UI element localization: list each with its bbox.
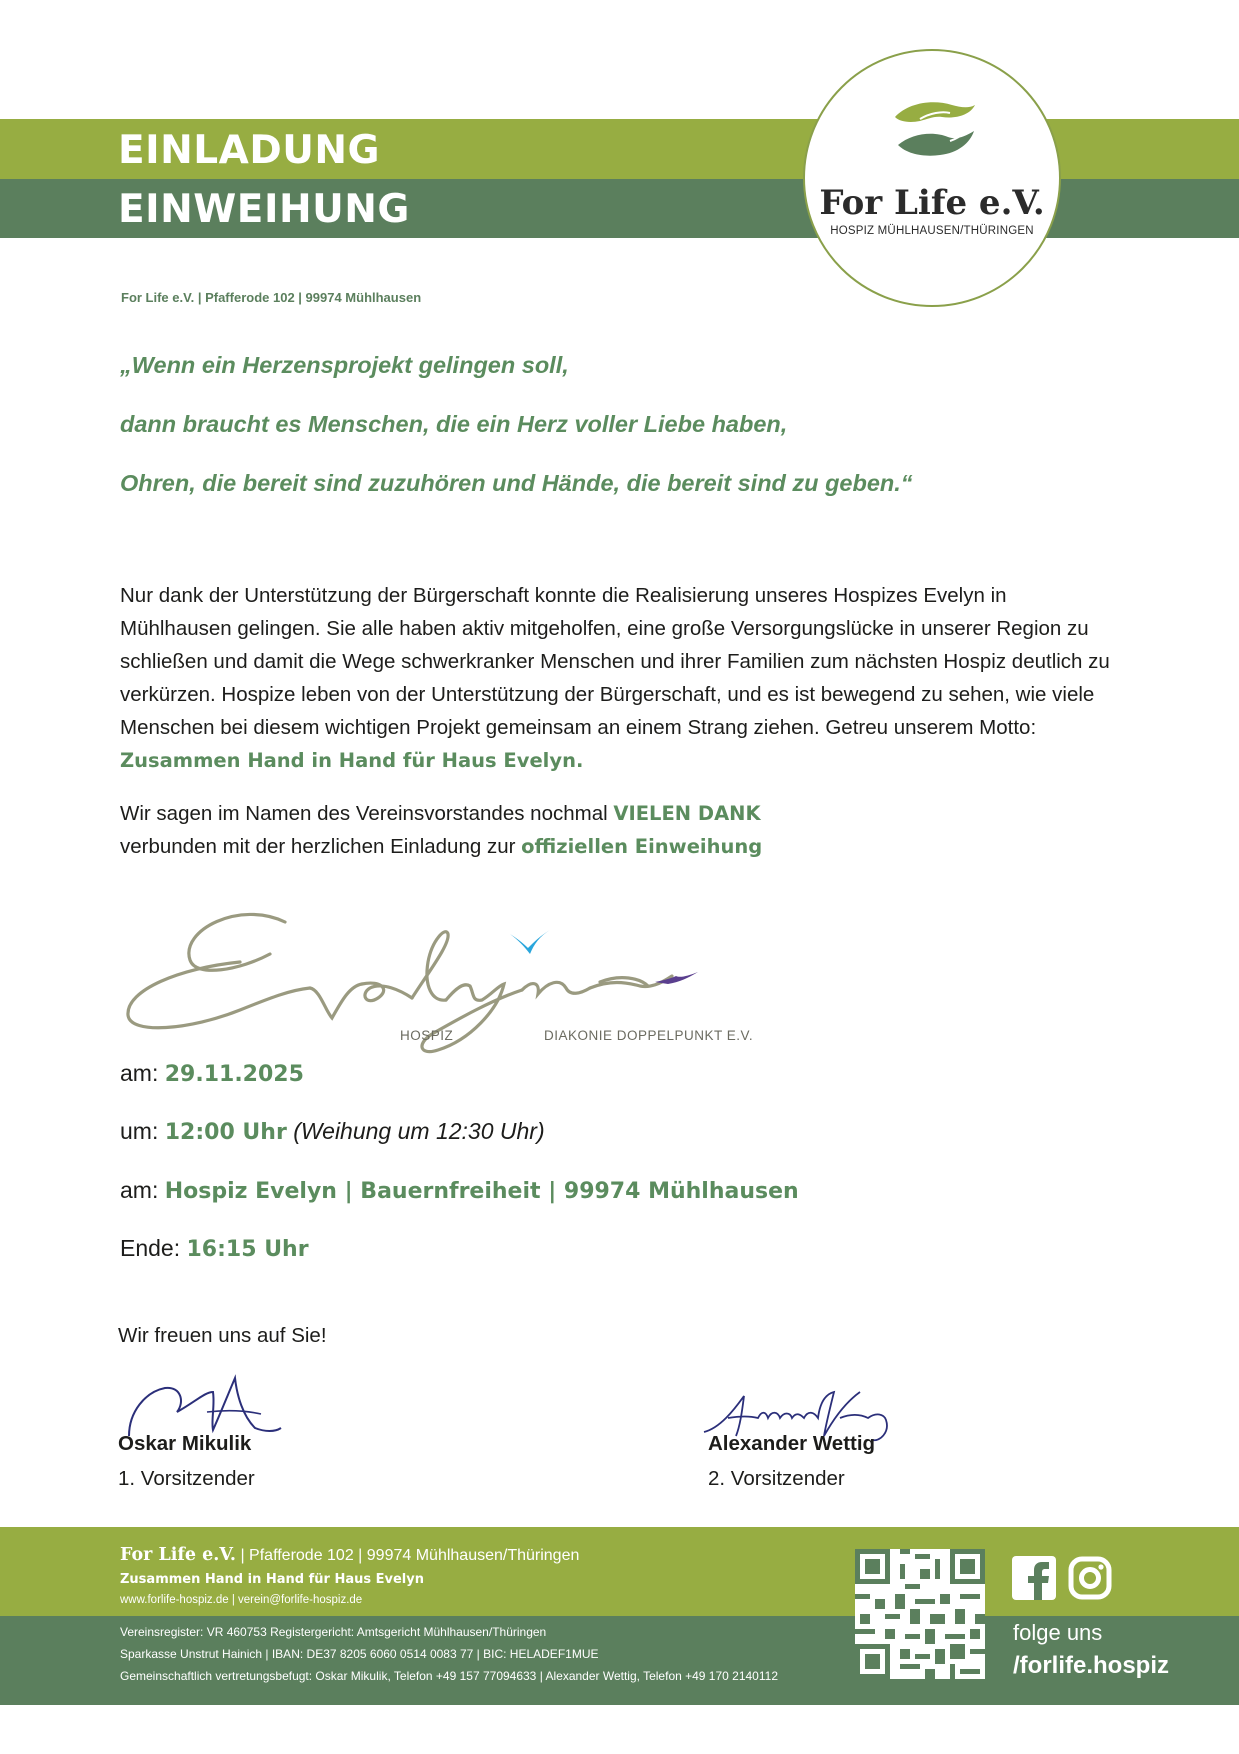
footer-bank: Sparkasse Unstrut Hainich | IBAN: DE37 8205 6060 0514 0083 77 | BIC: HELADEF1MUE — [120, 1647, 599, 1661]
event-time-label: um: — [120, 1118, 165, 1144]
logo-subtitle: HOSPIZ MÜHLHAUSEN/THÜRINGEN — [830, 225, 1034, 237]
follow-us-text: folge uns — [1013, 1620, 1103, 1645]
event-end-value: 16:15 Uhr — [186, 1237, 309, 1262]
signature-role-1: 1. Vorsitzender — [118, 1467, 255, 1490]
facebook-icon[interactable] — [1012, 1556, 1056, 1600]
evelyn-script-logo — [120, 890, 800, 1075]
footer-brand-line — [120, 1545, 579, 1565]
qr-code-icon[interactable] — [855, 1549, 985, 1679]
bird-icon-purple — [655, 972, 698, 984]
event-time-value: 12:00 Uhr — [164, 1120, 287, 1145]
event-place — [120, 1177, 799, 1204]
logo-name: For Life e.V. — [819, 183, 1045, 223]
thanks-paragraph — [120, 797, 762, 863]
bird-icon-blue — [510, 930, 550, 954]
footer-address: | Pfafferode 102 | 99974 Mühlhausen/Thüringen — [236, 1547, 580, 1564]
instagram-icon[interactable] — [1068, 1556, 1112, 1600]
signature-name-1: Oskar Mikulik — [118, 1432, 252, 1455]
body-paragraph — [120, 579, 1120, 777]
footer-register: Vereinsregister: VR 460753 Registergericht: Amtsgericht Mühlhausen/Thüringen — [120, 1625, 547, 1639]
invite-highlight: offiziellen Einweihung — [521, 835, 763, 858]
event-date-value: 29.11.2025 — [164, 1062, 304, 1087]
hands-icon — [890, 95, 980, 161]
footer-representation: Gemeinschaftlich vertretungsbefugt: Oskar Mikulik, Telefon +49 157 77094633 | Alexander Wettig, Telefon +49 170 2140112 — [120, 1669, 778, 1683]
event-date-label: am: — [120, 1060, 165, 1086]
thanks-prefix: Wir sagen im Namen des Vereinsvorstandes nochmal — [120, 802, 614, 825]
motto-highlight: Zusammen Hand in Hand für Haus Evelyn. — [120, 749, 584, 772]
event-place-value: Hospiz Evelyn | Bauernfreiheit | 99974 Mühlhausen — [164, 1179, 799, 1204]
title-inauguration: EINWEIHUNG — [118, 187, 410, 232]
title-invitation: EINLADUNG — [118, 128, 381, 173]
thanks-highlight: VIELEN DANK — [613, 802, 761, 825]
footer-web[interactable]: www.forlife-hospiz.de | verein@forlife-hospiz.de — [120, 1594, 363, 1606]
quote-line-3: Ohren, die bereit sind zuzuhören und Hände, die bereit sind zu geben.“ — [120, 470, 913, 496]
sender-org: For Life e.V. — [121, 290, 195, 305]
social-handle[interactable]: /forlife.hospiz — [1013, 1652, 1169, 1679]
event-place-label: am: — [120, 1177, 165, 1203]
footer-brand: For Life e.V. — [120, 1545, 236, 1565]
event-end-label: Ende: — [120, 1235, 187, 1261]
event-end — [120, 1235, 309, 1262]
quote-line-2: dann braucht es Menschen, die ein Herz voller Liebe haben, — [120, 411, 788, 437]
evelyn-logo — [120, 890, 800, 1075]
event-date — [120, 1060, 304, 1087]
footer-motto: Zusammen Hand in Hand für Haus Evelyn — [120, 1572, 424, 1587]
invite-prefix: verbunden mit der herzlichen Einladung zur — [120, 835, 522, 858]
signature-name-2: Alexander Wettig — [708, 1432, 876, 1455]
sender-address — [121, 290, 421, 305]
signature-role-2: 2. Vorsitzender — [708, 1467, 845, 1490]
body-text: Nur dank der Unterstützung der Bürgerschaft konnte die Realisierung unseres Hospizes Evelyn in Mühlhausen gelingen. Sie alle haben aktiv mitgeholfen, eine große Versorgungslücke in unserer Region zu schließen und damit die Wege schwerkranker Menschen und ihrer Familien zum nächsten Hospiz deutlich zu verkürzen. Hospize leben von der Unterstützung der Bürgerschaft, und es ist bewegend zu sehen, wie viele Menschen bei diesem wichtigen Projekt gemeinsam an einem Strang ziehen. Getreu unserem Motto: — [120, 584, 1110, 739]
sender-address-rest: | Pfafferode 102 | 99974 Mühlhausen — [194, 290, 422, 305]
quote-line-1: „Wenn ein Herzensprojekt gelingen soll, — [120, 352, 569, 378]
event-time — [120, 1118, 545, 1145]
for-life-logo — [803, 49, 1061, 307]
event-time-note: (Weihung um 12:30 Uhr) — [286, 1118, 545, 1144]
closing-greeting: Wir freuen uns auf Sie! — [118, 1324, 327, 1347]
evelyn-diakonie-label: DIAKONIE DOPPELPUNKT E.V. — [544, 1028, 754, 1043]
evelyn-hospiz-label: HOSPIZ — [400, 1028, 454, 1043]
